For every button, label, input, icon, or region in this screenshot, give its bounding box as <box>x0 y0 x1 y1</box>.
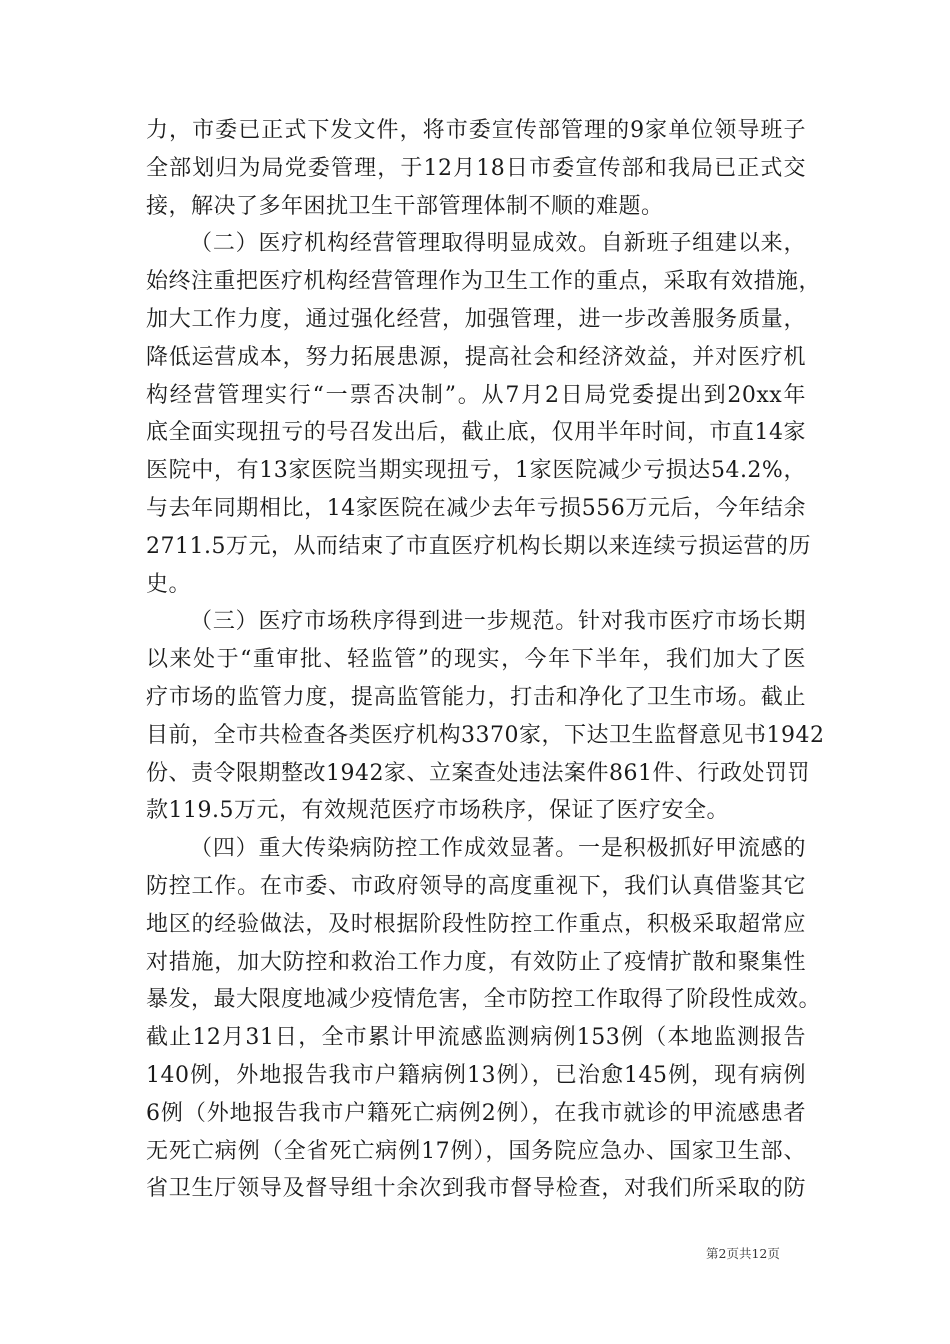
text-line: 份、责令限期整改1942家、立案查处违法案件861件、行政处罚罚 <box>146 760 810 786</box>
text-line: 始终注重把医疗机构经营管理作为卫生工作的重点，采取有效措施， <box>146 269 822 295</box>
text-line: 对措施，加大防控和救治工作力度，有效防止了疫情扩散和聚集性 <box>146 949 806 975</box>
text-line: 全部划归为局党委管理，于12月18日市委宣传部和我局已正式交 <box>146 155 806 181</box>
paragraph-3 <box>146 603 825 830</box>
text-line: 与去年同期相比，14家医院在减少去年亏损556万元后，今年结余 <box>146 495 806 521</box>
paragraph-2 <box>146 225 822 603</box>
text-line: 暴发，最大限度地减少疫情危害，全市防控工作取得了阶段性成效。 <box>146 987 822 1013</box>
text-line: 医院中，有13家医院当期实现扭亏，1家医院减少亏损达54.2%， <box>146 458 806 484</box>
text-line: 底全面实现扭亏的号召发出后，截止底，仅用半年时间，市直14家 <box>146 420 806 446</box>
document-body <box>146 112 825 1208</box>
text-line: 力，市委已正式下发文件，将市委宣传部管理的9家单位领导班子 <box>146 118 806 143</box>
page-number: 第2页共12页 <box>706 1246 780 1261</box>
text-line: 无死亡病例（全省死亡病例17例），国务院应急办、国家卫生部、 <box>146 1138 806 1164</box>
text-line: 目前，全市共检查各类医疗机构3370家，下达卫生监督意见书1942 <box>146 722 825 748</box>
text-line: 以来处于“重审批、轻监管”的现实，今年下半年，我们加大了医 <box>146 647 806 673</box>
text-line: 构经营管理实行“一票否决制”。从7月2日局党委提出到20xx年 <box>146 382 806 408</box>
text-line: （三）医疗市场秩序得到进一步规范。针对我市医疗市场长期 <box>190 609 806 635</box>
text-line: 史。 <box>146 571 192 597</box>
text-line: （二）医疗机构经营管理取得明显成效。自新班子组建以来， <box>190 231 806 257</box>
text-line: 加大工作力度，通过强化经营，加强管理，进一步改善服务质量， <box>146 306 806 332</box>
text-line: 6例（外地报告我市户籍死亡病例2例），在我市就诊的甲流感患者 <box>146 1100 806 1126</box>
text-line: 2711.5万元，从而结束了市直医疗机构长期以来连续亏损运营的历 <box>146 533 811 559</box>
text-line: 接，解决了多年困扰卫生干部管理体制不顺的难题。 <box>146 193 664 219</box>
paragraph-1 <box>146 112 806 225</box>
text-line: （四）重大传染病防控工作成效显著。一是积极抓好甲流感的 <box>190 836 806 862</box>
paragraph-4 <box>146 830 822 1208</box>
text-line: 地区的经验做法，及时根据阶段性防控工作重点，积极采取超常应 <box>146 911 806 937</box>
text-line: 降低运营成本，努力拓展患源，提高社会和经济效益，并对医疗机 <box>146 344 806 370</box>
text-line: 140例，外地报告我市户籍病例13例），已治愈145例，现有病例 <box>146 1062 806 1088</box>
text-line: 截止12月31日，全市累计甲流感监测病例153例（本地监测报告 <box>146 1025 806 1051</box>
text-line: 省卫生厅领导及督导组十余次到我市督导检查，对我们所采取的防 <box>146 1176 806 1202</box>
text-line: 防控工作。在市委、市政府领导的高度重视下，我们认真借鉴其它 <box>146 873 806 899</box>
text-line: 款119.5万元，有效规范医疗市场秩序，保证了医疗安全。 <box>146 798 729 824</box>
text-line: 疗市场的监管力度，提高监管能力，打击和净化了卫生市场。截止 <box>146 684 806 710</box>
